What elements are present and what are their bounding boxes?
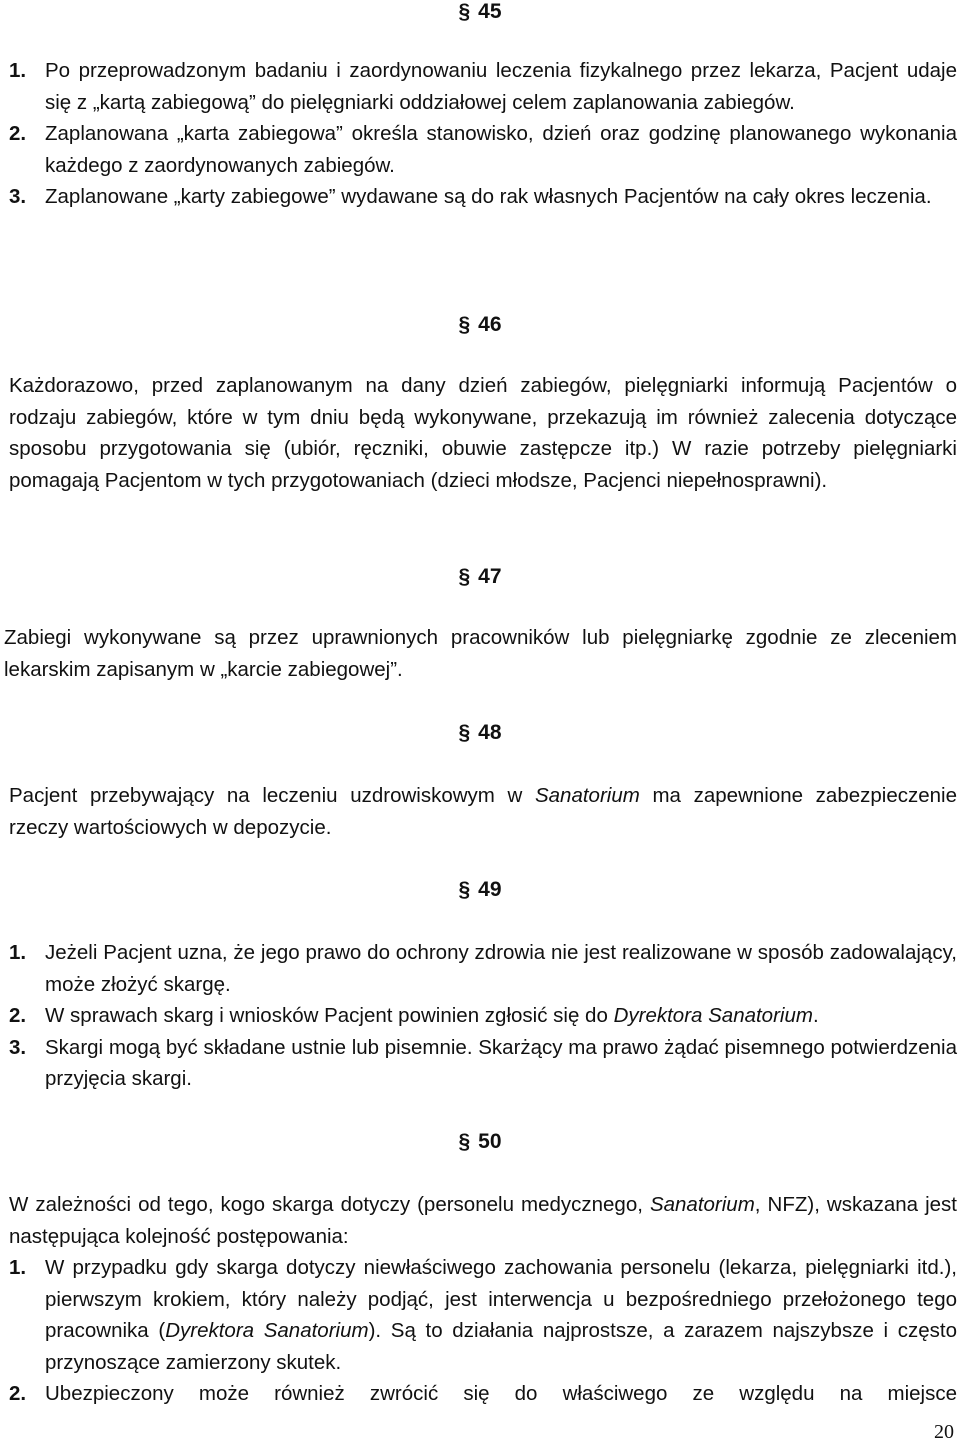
section-heading-50 bbox=[0, 1130, 960, 1154]
list-item bbox=[9, 1378, 957, 1410]
section-45-list bbox=[9, 55, 957, 213]
item-text: Ubezpieczony może również zwrócić się do właściwego ze względu na miejsce bbox=[45, 1382, 957, 1405]
item-number: 3. bbox=[9, 185, 27, 208]
list-item bbox=[9, 181, 957, 213]
paragraph-text: , NFZ), wskazana jest następująca kolejność postępowania: bbox=[9, 1193, 957, 1248]
section-50-intro bbox=[9, 1189, 957, 1252]
italic-term: Sanatorium bbox=[534, 784, 640, 807]
item-text: Po przeprowadzonym badaniu i zaordynowaniu leczenia fizykalnego przez lekarza, Pacjent udaje się z „kartą zabiegową” do pielęgniarki oddziałowej celem zaplanowania zabiegów. bbox=[45, 59, 957, 114]
list-item bbox=[9, 937, 957, 1000]
section-number: 46 bbox=[478, 313, 502, 336]
section-symbol: § bbox=[458, 313, 471, 336]
section-number: 49 bbox=[478, 878, 502, 901]
page-number: 20 bbox=[934, 1421, 954, 1443]
section-47-paragraph: Zabiegi wykonywane są przez uprawnionych pracowników lub pielęgniarkę zgodnie ze zleceniem lekarskim zapisanym w „karcie zabiegowej”. bbox=[4, 626, 957, 681]
paragraph-text: W zależności od tego, kogo skarga dotyczy (personelu medycznego, bbox=[9, 1193, 650, 1216]
section-symbol: § bbox=[458, 565, 471, 588]
section-symbol: § bbox=[458, 878, 471, 901]
section-48-paragraph bbox=[9, 780, 957, 843]
list-item bbox=[9, 118, 957, 181]
section-number: 47 bbox=[478, 565, 502, 588]
item-text: Zaplanowane „karty zabiegowe” wydawane są do rak własnych Pacjentów na cały okres leczenia. bbox=[45, 185, 932, 208]
list-item bbox=[9, 55, 957, 118]
item-number: 1. bbox=[9, 1256, 27, 1279]
section-number: 48 bbox=[478, 721, 502, 744]
item-text-part: W przypadku gdy skarga dotyczy niewłaściwego zachowania personelu (lekarza, pielęgniarki itd.), pierwszym krokiem, który należy podjąć, jest interwencja u bezpośredniego przełożonego tego pracownika ( bbox=[45, 1256, 957, 1342]
item-text-part: . bbox=[812, 1004, 819, 1027]
italic-term: Dyrektora Sanatorium bbox=[613, 1004, 813, 1027]
item-number: 2. bbox=[9, 122, 27, 145]
section-symbol: § bbox=[458, 1130, 471, 1153]
section-46-paragraph: Każdorazowo, przed zaplanowanym na dany dzień zabiegów, pielęgniarki informują Pacjentów o rodzaju zabiegów, które w tym dniu będą wykonywane, przekazują im również zalecenia dotyczące sposobu przygotowania się (ubiór, ręczniki, obuwie zastępcze itp.) W razie potrzeby pielęgniarki pomagają Pacjentom w tych przygotowaniach (dzieci młodsze, Pacjenci niepełnosprawni). bbox=[9, 374, 957, 492]
item-text: Skargi mogą być składane ustnie lub pisemnie. Skarżący ma prawo żądać pisemnego potwierdzenia przyjęcia skargi. bbox=[45, 1035, 957, 1090]
list-item bbox=[9, 1032, 957, 1095]
italic-term: Dyrektora Sanatorium bbox=[165, 1319, 369, 1342]
item-number: 1. bbox=[9, 59, 27, 82]
section-50-body bbox=[9, 1189, 957, 1410]
item-text: Zaplanowana „karta zabiegowa” określa stanowisko, dzień oraz godzinę planowanego wykonania każdego z zaordynowanych zabiegów. bbox=[45, 122, 957, 177]
item-text bbox=[45, 1000, 957, 1032]
list-item bbox=[9, 1000, 957, 1032]
section-symbol: § bbox=[458, 721, 471, 744]
item-text bbox=[45, 1252, 957, 1378]
italic-term: Sanatorium bbox=[649, 1193, 755, 1216]
list-item bbox=[9, 1252, 957, 1378]
section-symbol: § bbox=[458, 0, 471, 23]
section-heading-49 bbox=[0, 878, 960, 902]
section-49-list bbox=[9, 937, 957, 1095]
item-number: 2. bbox=[9, 1004, 27, 1027]
section-number: 45 bbox=[478, 0, 502, 23]
section-heading-48 bbox=[0, 721, 960, 745]
section-heading-46 bbox=[0, 313, 960, 337]
paragraph-text: ma zapewnione zabezpieczenie rzeczy wartościowych w depozycie. bbox=[9, 784, 957, 839]
section-number: 50 bbox=[478, 1130, 502, 1153]
section-heading-45 bbox=[0, 0, 960, 24]
item-text-part: W sprawach skarg i wniosków Pacjent powinien zgłosić się do bbox=[45, 1004, 614, 1027]
item-number: 2. bbox=[9, 1382, 27, 1405]
item-text-part: ). Są to działania najprostsze, a zarazem najszybsze i często przynoszące zamierzony skutek. bbox=[45, 1319, 958, 1374]
item-number: 3. bbox=[9, 1035, 27, 1059]
section-heading-47 bbox=[0, 565, 960, 589]
item-text: Jeżeli Pacjent uzna, że jego prawo do ochrony zdrowia nie jest realizowane w sposób zadowalający, może złożyć skargę. bbox=[45, 941, 957, 996]
paragraph-text: Pacjent przebywający na leczeniu uzdrowiskowym w bbox=[9, 784, 535, 807]
item-number: 1. bbox=[9, 941, 27, 964]
